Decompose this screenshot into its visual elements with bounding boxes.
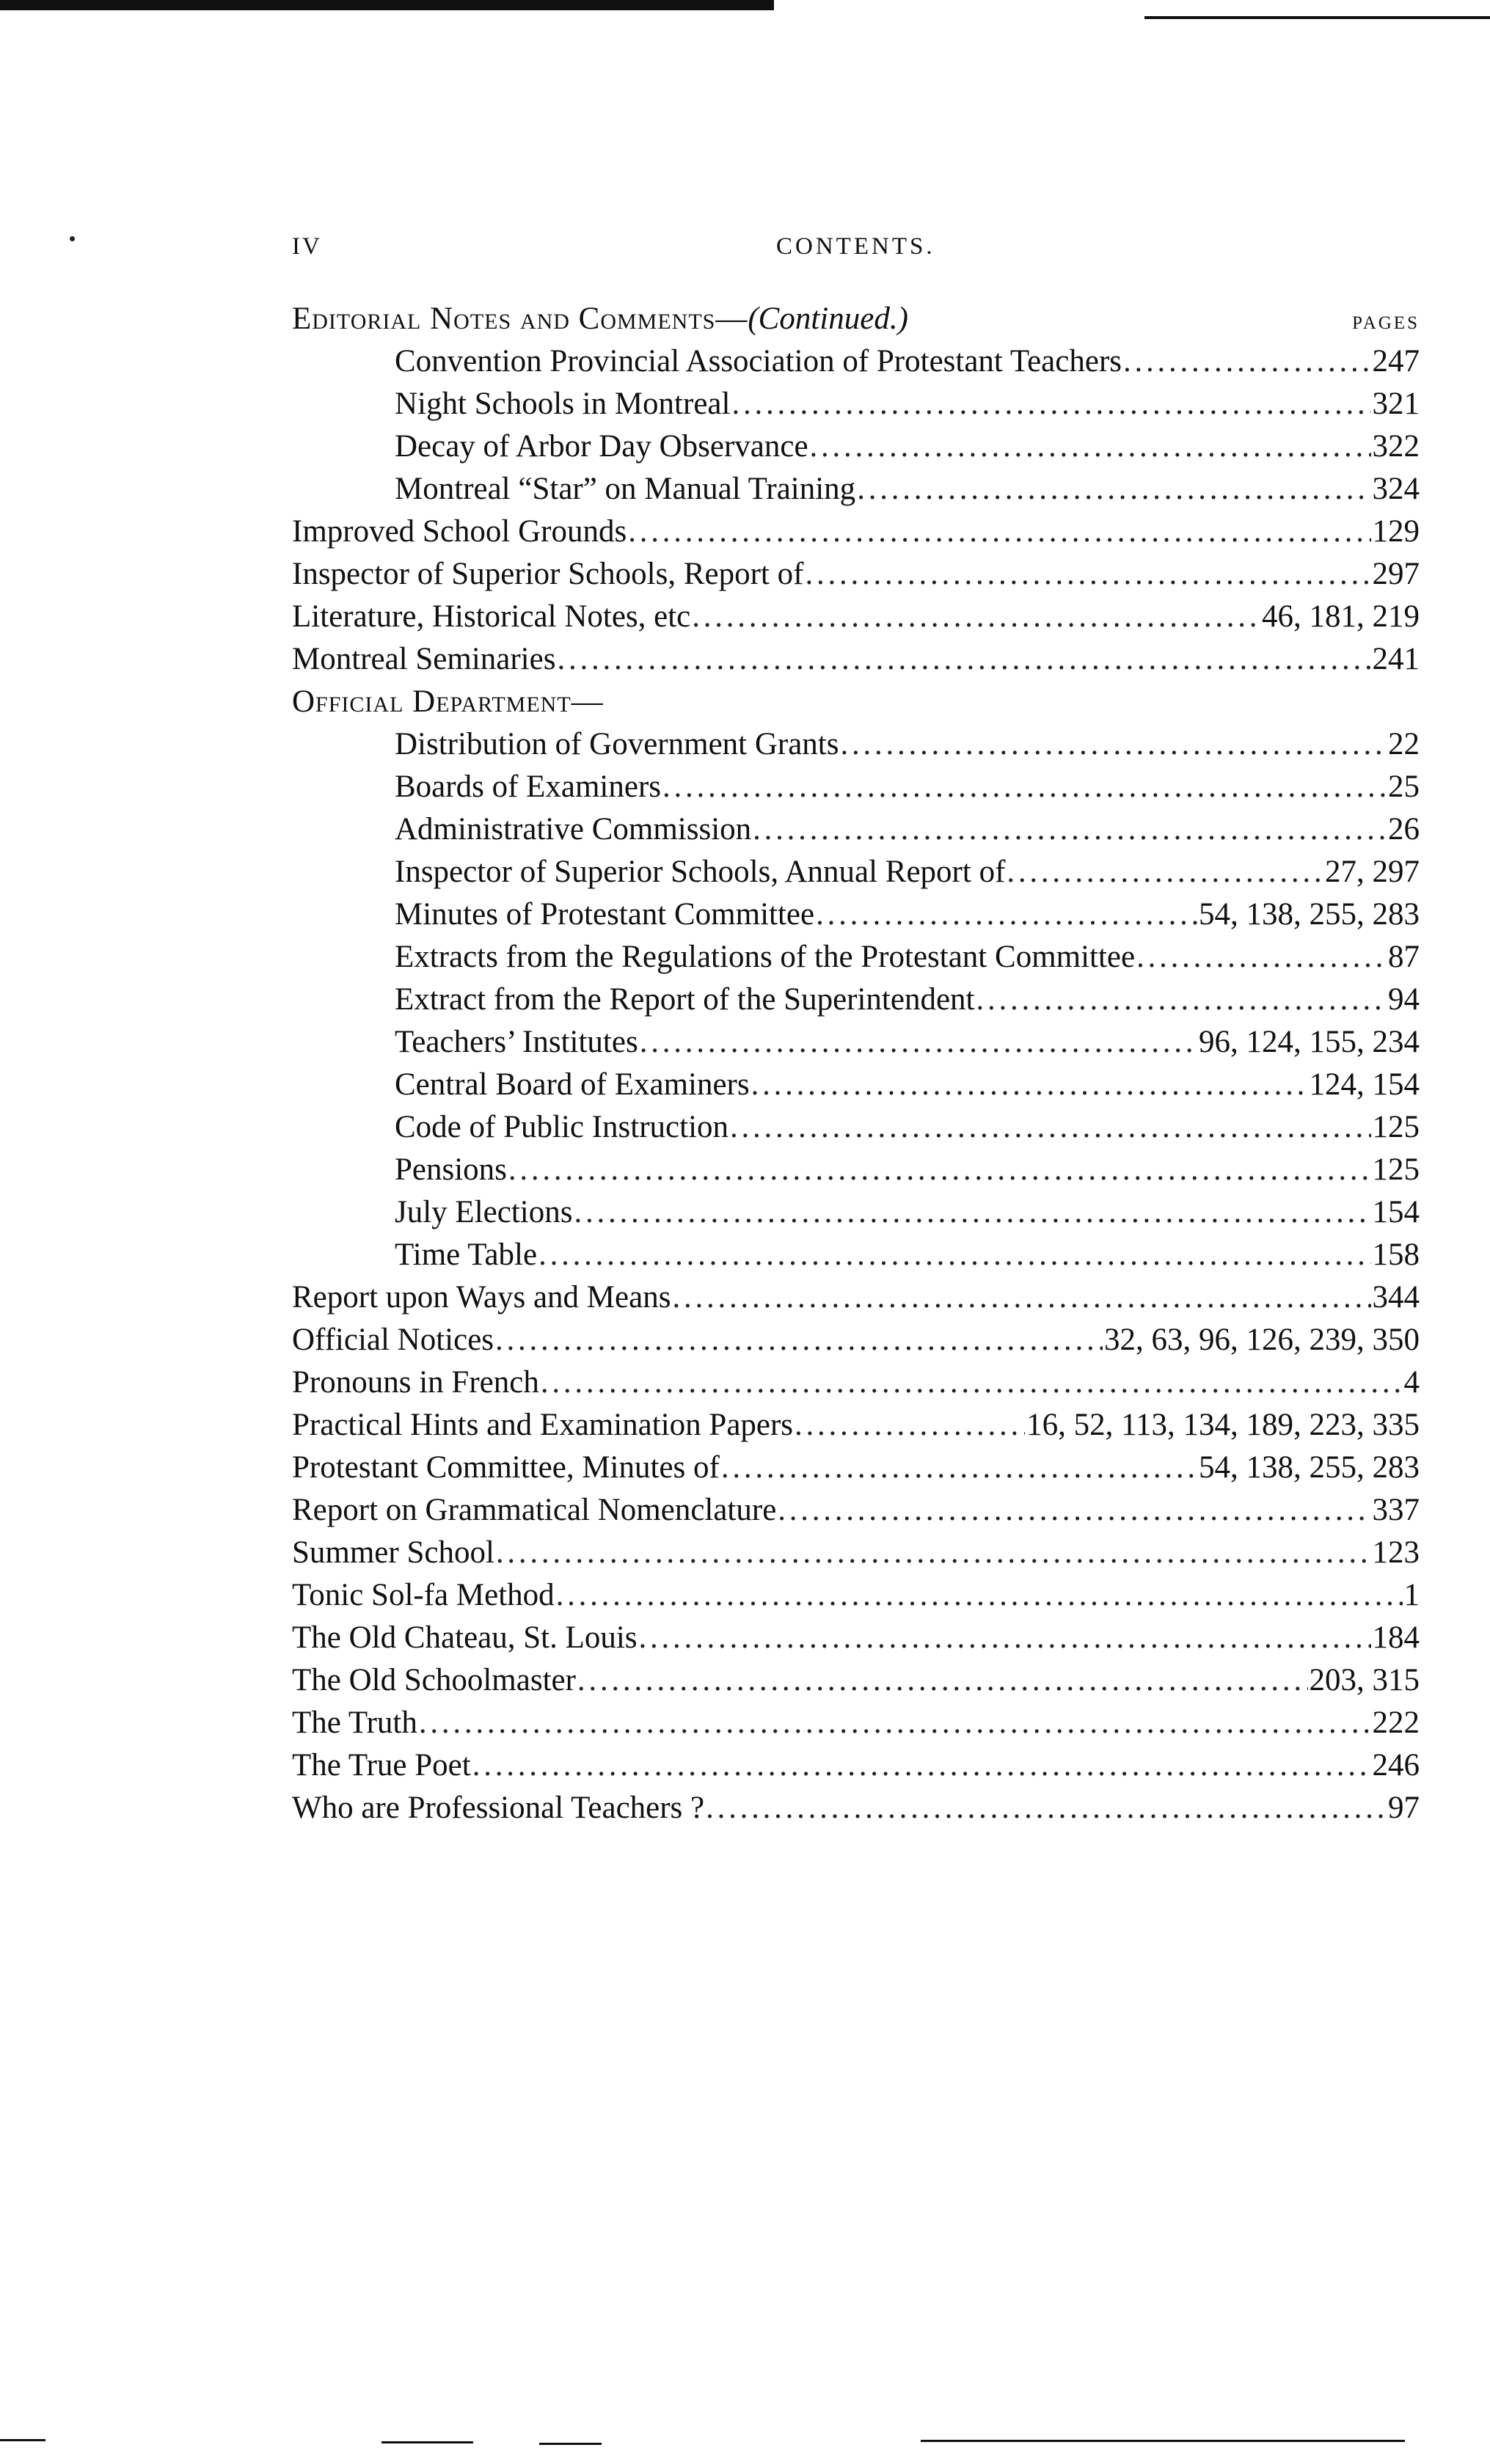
toc-entry-title: Pensions [395, 1152, 507, 1187]
toc-entry-pages: 25 [1388, 769, 1420, 804]
toc-entry [292, 1404, 1420, 1447]
toc-entry [292, 766, 1420, 808]
toc-entry-pages: 203, 315 [1309, 1663, 1420, 1697]
toc-entry-title: Code of Public Instruction [395, 1110, 729, 1144]
toc-entry-pages: 94 [1388, 982, 1420, 1017]
dot-leader [538, 1234, 1370, 1276]
toc-entry-pages: 344 [1372, 1280, 1420, 1315]
toc-entry-title: Summer School [292, 1535, 494, 1570]
toc-entry-title: Night Schools in Montreal [395, 387, 731, 421]
toc-entry-pages: 321 [1372, 387, 1420, 421]
toc-entry [292, 723, 1420, 766]
toc-entry [292, 1787, 1420, 1829]
toc-entry-title: Literature, Historical Notes, etc [292, 599, 691, 634]
pages-column-label: PAGES [1352, 313, 1420, 333]
toc-entry-pages: 26 [1388, 812, 1420, 847]
dot-leader [976, 979, 1387, 1021]
dot-leader [662, 766, 1387, 808]
toc-entry-pages: 124, 154 [1309, 1067, 1420, 1102]
toc-entry [292, 1106, 1420, 1149]
toc-entry-pages: 222 [1372, 1706, 1420, 1740]
bottom-rule [381, 2441, 473, 2443]
toc-entry-title: Convention Provincial Association of Protestant Teachers [395, 344, 1122, 379]
dot-leader [496, 1532, 1371, 1574]
toc-entry-title: Extracts from the Regulations of the Protestant Committee [395, 940, 1136, 974]
toc-entry-pages: 27, 297 [1325, 855, 1420, 889]
section-header-label: Editorial Notes and Comments— [292, 301, 748, 336]
toc-entry [292, 893, 1420, 936]
toc-entry-title: Tonic Sol-fa Method [292, 1578, 555, 1612]
dot-leader [472, 1744, 1371, 1787]
toc-entry [292, 1319, 1420, 1361]
dot-leader [731, 383, 1370, 425]
dot-leader [419, 1702, 1371, 1744]
toc-entry-pages: 87 [1388, 940, 1420, 974]
toc-entry-pages: 337 [1372, 1493, 1420, 1527]
dot-leader [816, 893, 1197, 936]
toc-entry-title: Report on Grammatical Nomenclature [292, 1493, 777, 1527]
toc-entry-pages: 322 [1372, 429, 1420, 464]
toc-entry [292, 851, 1420, 893]
top-rule-left [0, 0, 774, 10]
section-header-official [292, 681, 1420, 723]
toc-entry-title: Who are Professional Teachers ? [292, 1791, 705, 1825]
toc-entry [292, 340, 1420, 383]
toc-entry-pages: 125 [1372, 1110, 1420, 1144]
bottom-rule [0, 2439, 45, 2441]
dot-leader [541, 1361, 1403, 1404]
toc-entry-pages: 125 [1372, 1152, 1420, 1187]
toc-entry [292, 425, 1420, 468]
dot-leader [574, 1191, 1370, 1234]
toc-entry [292, 383, 1420, 425]
toc-entry-title: Time Table [395, 1238, 538, 1272]
toc-entry-pages: 324 [1372, 472, 1420, 506]
toc-entry-pages: 16, 52, 113, 134, 189, 223, 335 [1026, 1408, 1420, 1442]
toc-entry-title: Distribution of Government Grants [395, 727, 839, 761]
toc-entry [292, 1276, 1420, 1319]
toc-entry-pages: 184 [1372, 1620, 1420, 1655]
dot-leader [577, 1659, 1308, 1702]
toc-entry [292, 511, 1420, 553]
margin-dot [70, 236, 75, 241]
dot-leader [508, 1149, 1371, 1191]
dot-leader [1007, 851, 1323, 893]
running-head [292, 233, 1418, 263]
bottom-rule [921, 2440, 1405, 2442]
dot-leader [672, 1276, 1370, 1319]
toc-entry [292, 1659, 1420, 1702]
toc-entry [292, 1447, 1420, 1489]
toc-entry-title: The Old Schoolmaster [292, 1663, 576, 1697]
toc-entry-title: Central Board of Examiners [395, 1067, 750, 1102]
toc-entry-title: Pronouns in French [292, 1365, 539, 1400]
dot-leader [795, 1404, 1025, 1447]
toc-entry [292, 1064, 1420, 1106]
toc-entry [292, 979, 1420, 1021]
toc-entry-pages: 54, 138, 255, 283 [1199, 897, 1420, 932]
dot-leader [810, 425, 1371, 468]
toc-entry-title: Inspector of Superior Schools, Report of [292, 557, 804, 591]
toc-entry-pages: 22 [1388, 727, 1420, 761]
dot-leader [1123, 340, 1371, 383]
page-title: CONTENTS. [776, 233, 935, 260]
toc-entry-pages: 54, 138, 255, 283 [1199, 1450, 1420, 1485]
dot-leader [628, 511, 1370, 553]
toc-entry-pages: 4 [1403, 1365, 1420, 1400]
dot-leader [706, 1787, 1387, 1829]
toc-entry-title: Montreal Seminaries [292, 642, 556, 676]
toc-entry [292, 1702, 1420, 1744]
toc-entry-title: Extract from the Report of the Superintendent [395, 982, 975, 1017]
dot-leader [730, 1106, 1370, 1149]
toc-entry-title: Protestant Committee, Minutes of [292, 1450, 720, 1485]
dot-leader [639, 1617, 1371, 1659]
top-rule-right [1144, 16, 1490, 19]
toc-entry [292, 936, 1420, 979]
toc-entry-pages: 32, 63, 96, 126, 239, 350 [1104, 1323, 1420, 1357]
dot-leader [841, 723, 1387, 766]
page-folio: IV [292, 233, 322, 260]
dot-leader [753, 808, 1387, 851]
toc-entry [292, 1149, 1420, 1191]
bottom-rule [539, 2443, 602, 2445]
toc-entry-title: Improved School Grounds [292, 514, 627, 549]
toc-entry-title: Administrative Commission [395, 812, 752, 847]
toc-entry-title: The Truth [292, 1706, 417, 1740]
toc-entry [292, 468, 1420, 511]
toc-entry-pages: 46, 181, 219 [1262, 599, 1420, 634]
toc-entry [292, 1489, 1420, 1532]
toc-entry-pages: 158 [1372, 1238, 1420, 1272]
toc-entry [292, 1021, 1420, 1064]
toc-entry-pages: 247 [1372, 344, 1420, 379]
toc-entry [292, 1191, 1420, 1234]
toc-entry [292, 808, 1420, 851]
dot-leader [557, 638, 1370, 681]
dot-leader [778, 1489, 1370, 1532]
toc-entry [292, 1617, 1420, 1659]
toc-entry-pages: 246 [1372, 1748, 1420, 1783]
dot-leader [495, 1319, 1103, 1361]
toc-entry-pages: 97 [1388, 1791, 1420, 1825]
toc-entry [292, 638, 1420, 681]
toc-entry-pages: 154 [1372, 1195, 1420, 1229]
section-header-note: (Continued.) [748, 301, 908, 336]
toc-entry [292, 553, 1420, 596]
dot-leader [857, 468, 1370, 511]
toc-entry-title: The Old Chateau, St. Louis [292, 1620, 638, 1655]
dot-leader [1136, 936, 1387, 979]
toc-entry [292, 1532, 1420, 1574]
toc-entry-title: Report upon Ways and Means [292, 1280, 671, 1315]
dot-leader [640, 1021, 1197, 1064]
toc-entry [292, 1744, 1420, 1787]
toc-entry-title: Official Notices [292, 1323, 494, 1357]
dot-leader [692, 596, 1260, 638]
toc-entry-title: July Elections [395, 1195, 573, 1229]
dot-leader [751, 1064, 1308, 1106]
toc-entry-pages: 123 [1372, 1535, 1420, 1570]
dot-leader [721, 1447, 1197, 1489]
toc-entry-pages: 96, 124, 155, 234 [1199, 1025, 1420, 1059]
toc-entry-title: Practical Hints and Examination Papers [292, 1408, 794, 1442]
toc-entry-pages: 297 [1372, 557, 1420, 591]
toc-entry-title: Boards of Examiners [395, 769, 662, 804]
section-header-editorial [292, 298, 1420, 340]
toc-entry-pages: 241 [1372, 642, 1420, 676]
table-of-contents [292, 298, 1420, 1829]
toc-entry-title: Teachers’ Institutes [395, 1025, 638, 1059]
toc-entry-title: The True Poet [292, 1748, 471, 1783]
toc-entry [292, 1361, 1420, 1404]
toc-entry-title: Inspector of Superior Schools, Annual Report of [395, 855, 1006, 889]
dot-leader [556, 1574, 1403, 1617]
toc-entry [292, 1574, 1420, 1617]
toc-entry [292, 1234, 1420, 1276]
official-header-label: Official Department— [292, 684, 604, 719]
dot-leader [805, 553, 1370, 596]
toc-entry-title: Decay of Arbor Day Observance [395, 429, 808, 464]
toc-entry-title: Montreal “Star” on Manual Training [395, 472, 856, 506]
toc-entry-pages: 1 [1403, 1578, 1420, 1612]
toc-entry [292, 596, 1420, 638]
toc-entry-title: Minutes of Protestant Committee [395, 897, 815, 932]
toc-entry-pages: 129 [1372, 514, 1420, 549]
